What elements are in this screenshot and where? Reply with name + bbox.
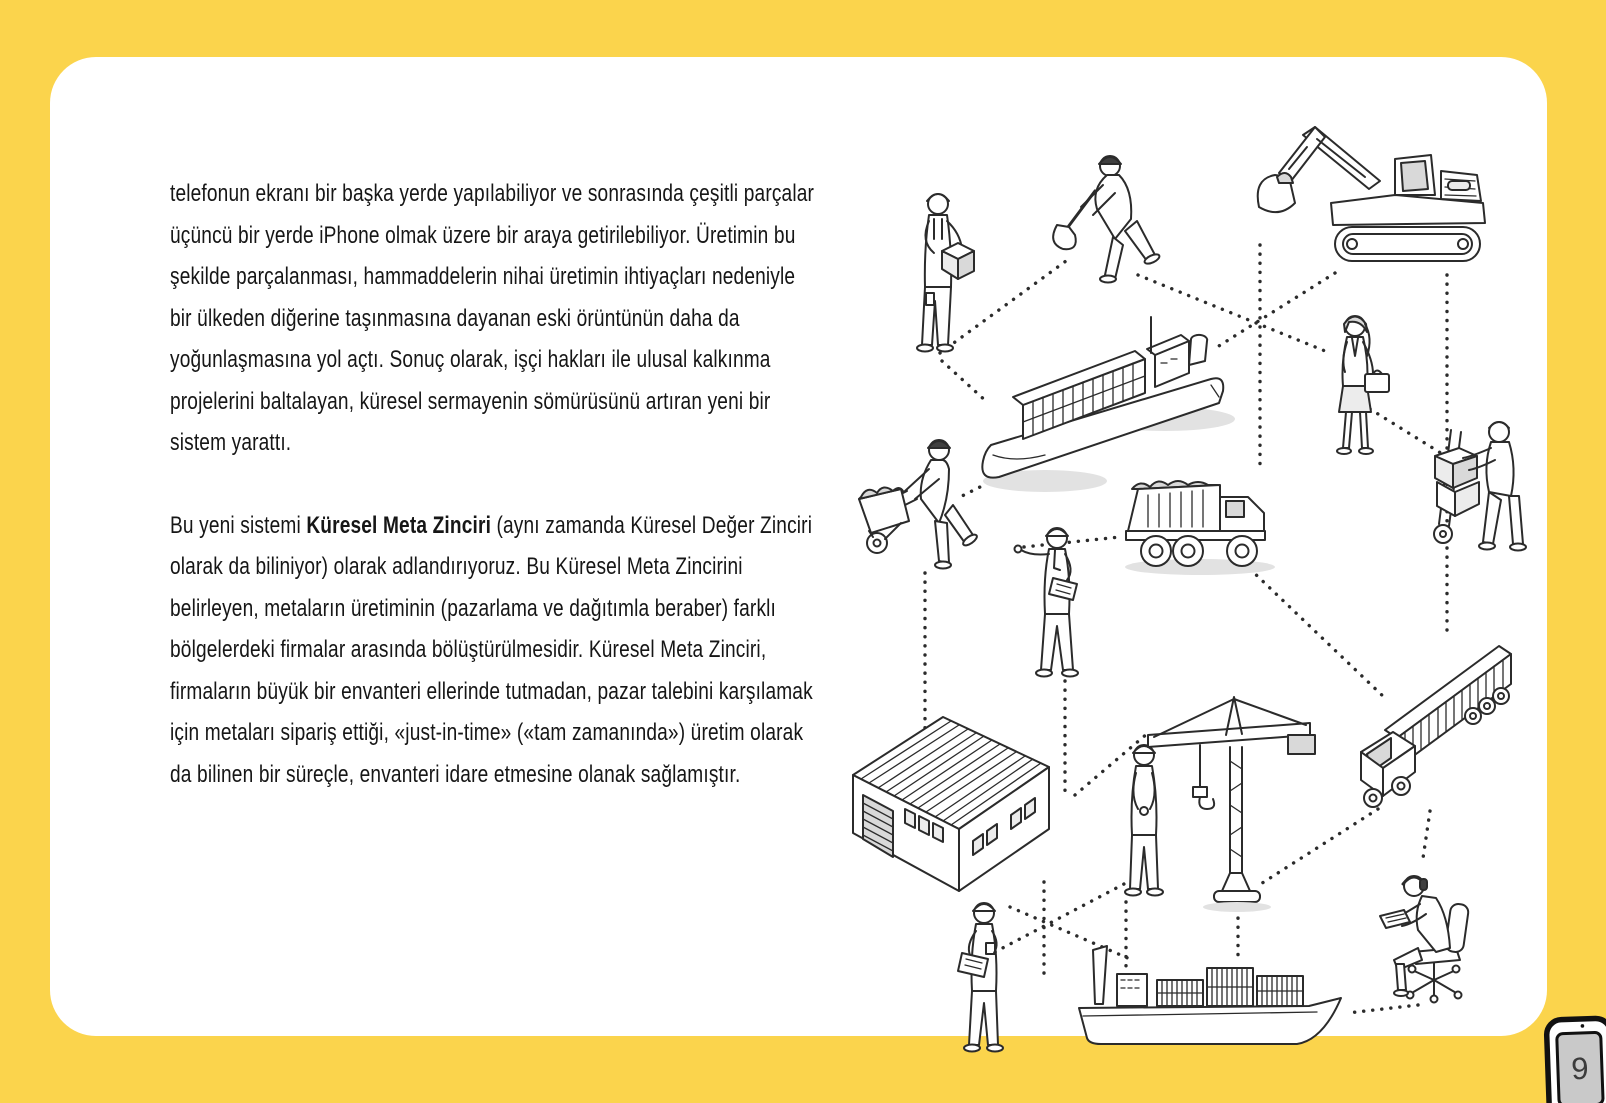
office-worker-at-computer <box>1380 876 1469 1003</box>
supply-chain-illustration <box>830 107 1606 1103</box>
dump-truck <box>1125 481 1275 575</box>
paragraph-2: Bu yeni sistemi Küresel Meta Zinciri (aynı zamanda Küresel Değer Zinciri olarak da biliniyor) olarak adlandırıyoruz. Bu Küresel Meta Zincirini belirleyen, metaların üretiminin (pazarlama ve dağıtımla beraber) farklı bölgelerdeki firmalar arasında bölüştürülmesidir. Küresel Meta Zinciri, firmaların büyük bir envanteri ellerinde tutmadan, pazar talebini karşılamak için metaları sipariş ettiği, «just-in-time» («tam zamanında») üretim olarak da bilinen bir süreçle, envanteri idare etmesine olanak sağlamıştır. <box>170 511 813 788</box>
container-ship <box>982 317 1235 492</box>
construction-worker-standing <box>1125 745 1163 896</box>
excavator <box>1258 127 1485 261</box>
warehouse <box>853 717 1049 891</box>
worker-with-hand-truck <box>1434 422 1526 551</box>
paragraph-1: telefonun ekranı bir başka yerde yapılabiliyor ve sonrasında çeşitli parçalar üçüncü bir yerde iPhone olmak üzere bir araya getirilebiliyor. Üretimin bu şekilde parçalanması, hammaddelerin nihai üretimin ihtiyaçları nedeniyle bir ülkeden diğerine taşınmasına dayanan eski örüntünün daha da yoğunlaşmasına yol açtı. Sonuç olarak, işçi hakları ile ulusal kalkınma projelerini baltalayan, küresel sermayenin sömürüsünü artıran yeni bir sistem yarattı. <box>170 180 815 456</box>
site-manager-gesturing <box>1015 528 1079 677</box>
worker-with-wheelbarrow <box>859 440 979 569</box>
cargo-ship <box>1079 946 1341 1044</box>
body-text-column <box>170 173 817 836</box>
businesswoman-with-briefcase <box>1337 316 1389 454</box>
inspector-with-clipboard <box>958 903 1003 1052</box>
page-number-phone-icon <box>1542 1014 1606 1103</box>
worker-with-shovel <box>1053 156 1161 283</box>
tower-crane <box>1148 697 1315 912</box>
semi-trailer-truck <box>1361 646 1511 807</box>
page-number: 9 <box>1570 1050 1590 1087</box>
bold-term-kuresel-meta-zinciri: Küresel Meta Zinciri <box>306 511 492 539</box>
page-card <box>50 57 1590 1087</box>
worker-carrying-box <box>917 194 974 352</box>
